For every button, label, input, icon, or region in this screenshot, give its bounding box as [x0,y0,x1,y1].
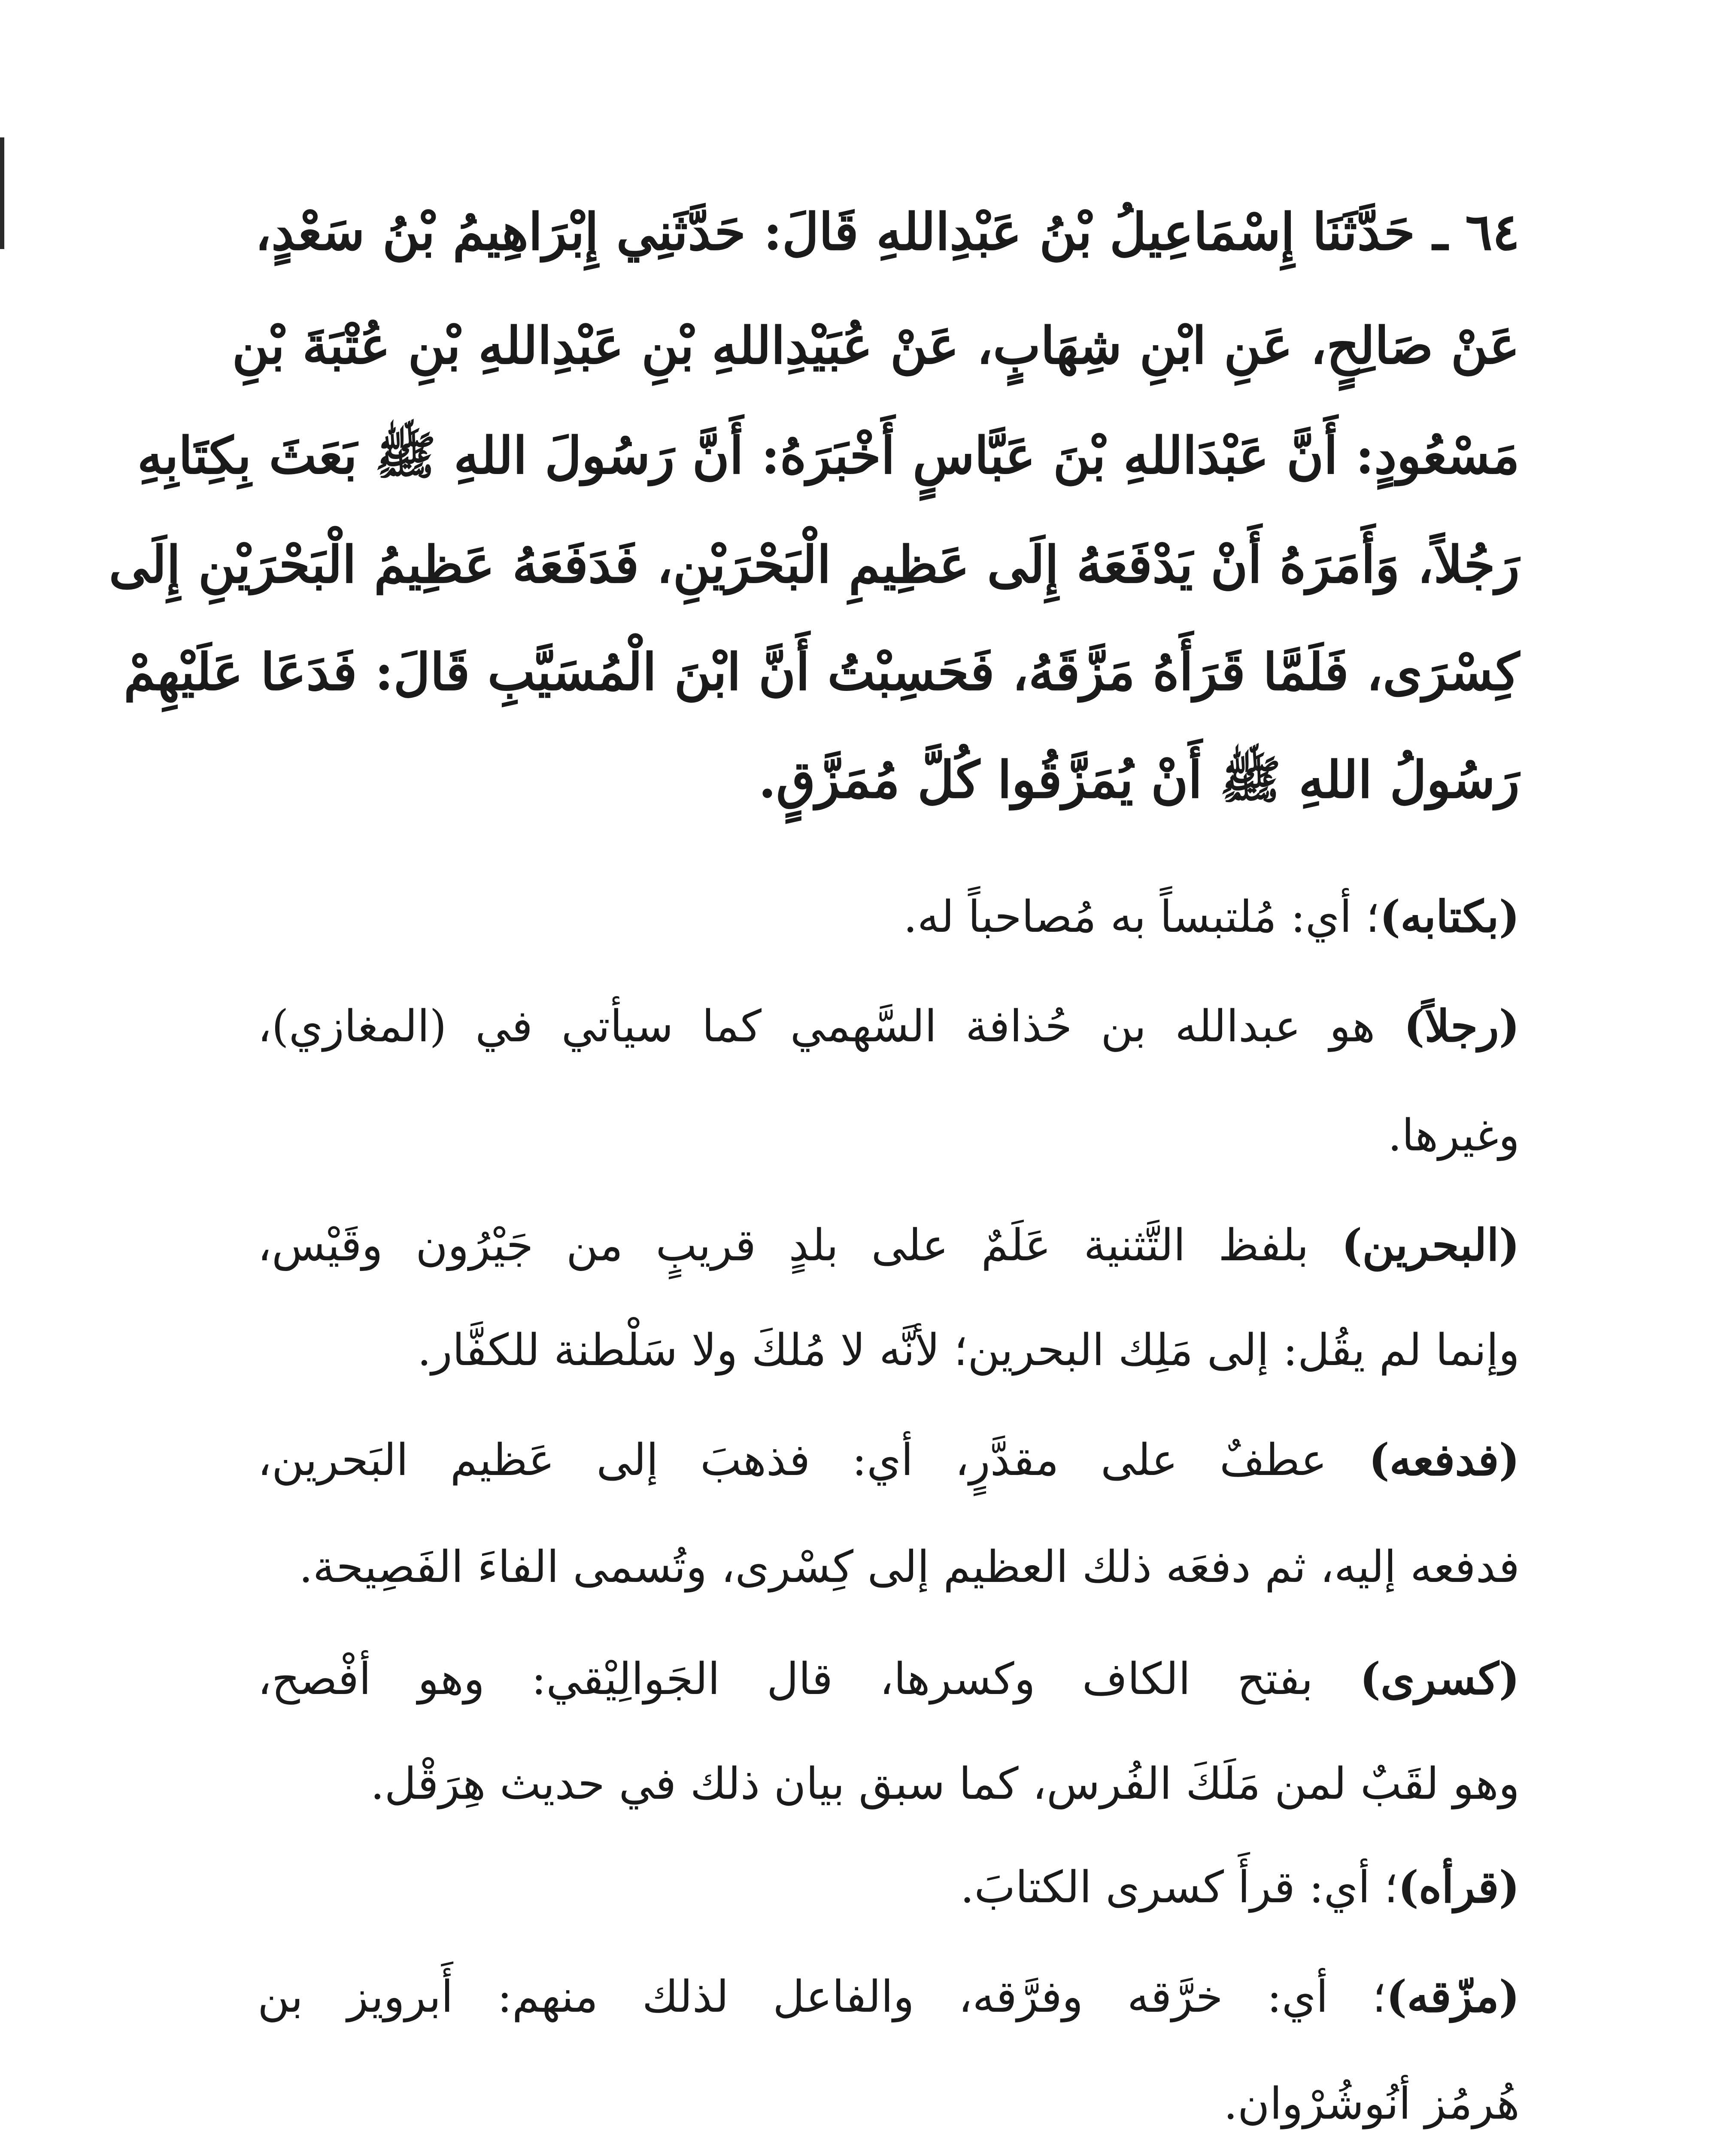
commentary-line: وهو لقَبٌ لمن مَلَكَ الفُرس، كما سبق بيان ذلك في حديث هِرَقْل. [370,1758,1520,1809]
commentary-line [258,1653,1520,1705]
commentary-gloss: ؛ أي: مُلتبساً به مُصاحباً له. [903,891,1380,943]
commentary-gloss: ؛ أي: خرَّقه وفرَّقه، والفاعل لذلك منهم: أَبرويز بن [258,1971,1387,2022]
commentary-line [258,1434,1520,1486]
commentary-gloss: ؛ أي: قرأَ كسرى الكتابَ. [960,1862,1398,1913]
commentary-gloss: بفتح الكاف وكسرها، قال الجَوالِيْقي: وهو أفْصح، [258,1654,1360,1705]
commentary-gloss: هو عبدالله بن حُذافة السَّهمي كما سيأتي في (المغازي)، [258,1001,1404,1052]
commentary-line [903,891,1520,943]
commentary-line: وإنما لم يقُل: إلى مَلِك البحرين؛ لأنَّه لا مُلكَ ولا سَلْطنة للكفَّار. [417,1325,1520,1376]
binding-edge-rule [0,137,4,249]
commentary-line [258,1001,1520,1052]
commentary-line: هُرمُز أنُوشُرْوان. [1223,2078,1520,2129]
commentary-term: (رجلاً) [1404,1001,1520,1052]
commentary-gloss: عطفٌ على مقدَّرٍ، أي: فذهبَ إلى عَظيم البَحرين، [258,1435,1369,1486]
commentary-gloss: بلفظ التَّثنية عَلَمٌ على بلدٍ قريبٍ من جَيْرُون وقَيْس، [258,1220,1342,1271]
commentary-line: وغيرها. [1388,1110,1520,1161]
commentary-term: (قرأه) [1398,1861,1520,1913]
commentary-line [258,1971,1520,2022]
commentary-term: (بكتابه) [1379,891,1520,943]
commentary-term: (مزّقه) [1386,1971,1520,2022]
commentary-term: (البحرين) [1341,1219,1520,1271]
commentary-term: (فدفعه) [1369,1434,1520,1486]
hadith-line: كِسْرَى، فَلَمَّا قَرَأَهُ مَزَّقَهُ، فَحَسِبْتُ أَنَّ ابْنَ الْمُسَيَّبِ قَالَ: فَدَعَا عَلَيْهِمْ [124,642,1520,702]
hadith-line: رَجُلاً، وَأَمَرَهُ أَنْ يَدْفَعَهُ إِلَى عَظِيمِ الْبَحْرَيْنِ، فَدَفَعَهُ عَظِيمُ الْبَحْرَيْنِ إِلَى [109,535,1520,594]
hadith-line: رَسُولُ اللهِ ﷺ أَنْ يُمَزَّقُوا كُلَّ مُمَزَّقٍ. [758,750,1520,809]
hadith-line: مَسْعُودٍ: أَنَّ عَبْدَاللهِ بْنَ عَبَّاسٍ أَخْبَرَهُ: أَنَّ رَسُولَ اللهِ ﷺ بَعَثَ بِكِتَابِهِ [137,426,1520,485]
commentary-term: (كسرى) [1360,1653,1520,1705]
hadith-line: ٦٤ ـ حَدَّثَنَا إِسْمَاعِيلُ بْنُ عَبْدِاللهِ قَالَ: حَدَّثَنِي إِبْرَاهِيمُ بْنُ سَعْدٍ، [255,202,1520,262]
commentary-line [258,1219,1520,1271]
commentary-line [960,1861,1520,1913]
hadith-line: عَنْ صَالِحٍ، عَنِ ابْنِ شِهَابٍ، عَنْ عُبَيْدِاللهِ بْنِ عَبْدِاللهِ بْنِ عُتْبَةَ بْنِ [232,316,1520,375]
commentary-line: فدفعه إليه، ثم دفعَه ذلك العظيم إلى كِسْرى، وتُسمى الفاءَ الفَصِيحة. [299,1542,1520,1593]
